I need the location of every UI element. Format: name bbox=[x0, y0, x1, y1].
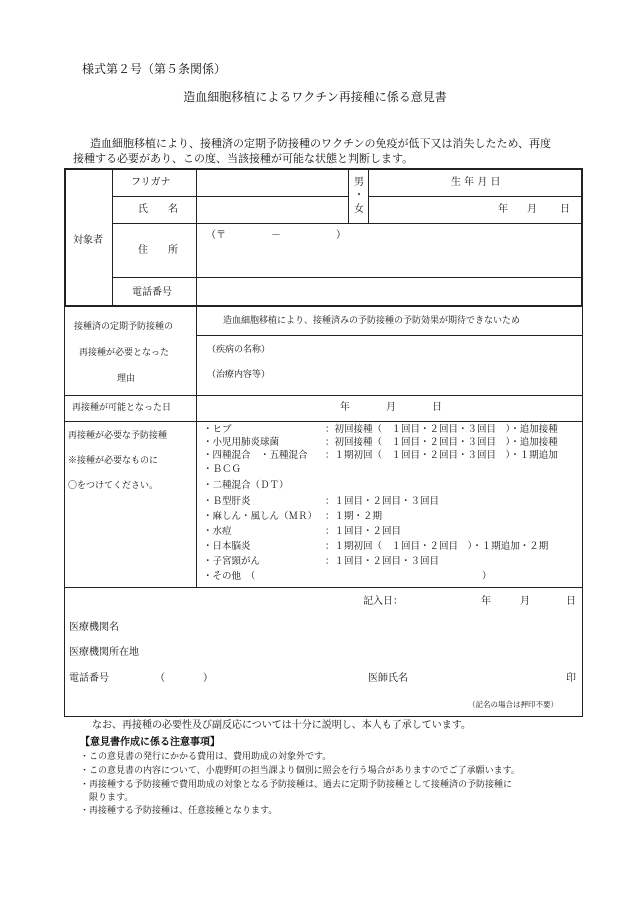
phone-label: 電話番号 bbox=[132, 287, 172, 298]
vaccine-name: ・ＢＣＧ bbox=[203, 464, 242, 475]
gender-separator: ・ bbox=[354, 190, 364, 201]
treatment-label: （治療内容等） bbox=[207, 370, 271, 380]
entry-date-label: 記入日： bbox=[363, 596, 403, 607]
furigana-field[interactable] bbox=[198, 172, 346, 194]
postal-open: （〒 bbox=[206, 230, 226, 241]
birthdate-label: 生 年 月 日 bbox=[451, 177, 501, 188]
gender-female-option[interactable]: 女 bbox=[354, 204, 364, 215]
vaccine-detail: ：初回接種（ １回目・２回目・３回目 ）・追加接種 bbox=[325, 424, 558, 435]
vaccine-detail: ：１期・２期 bbox=[325, 511, 383, 522]
possible-date-month: 月 bbox=[386, 402, 396, 413]
address-field[interactable] bbox=[198, 245, 578, 275]
doctor-phone-open: （ bbox=[155, 673, 165, 684]
vaccine-detail: ：１回目・２回目・３回目 bbox=[325, 496, 440, 507]
institution-address-field[interactable] bbox=[152, 643, 572, 663]
vaccine-name: ・二種混合（ＤＴ） bbox=[203, 480, 289, 491]
vaccine-item-japanese-encephalitis[interactable] bbox=[203, 540, 575, 553]
disease-name-label: （疾病の名称） bbox=[207, 345, 271, 355]
reason-statement: 造血細胞移植により、接種済みの予防接種の予防効果が期待できないため bbox=[223, 316, 521, 326]
reason-details-field[interactable] bbox=[198, 338, 578, 393]
vaccine-name: ・子宮頸がん bbox=[203, 556, 261, 567]
doctor-name-label: 医師氏名 bbox=[368, 673, 408, 684]
birth-day-unit: 日 bbox=[560, 204, 570, 215]
vaccine-name: ・Ｂ型肝炎 bbox=[203, 496, 251, 507]
vaccine-detail: ：初回接種（ １回目・２回目・３回目 ）・追加接種 bbox=[325, 437, 558, 448]
form-number: 様式第２号（第５条関係） bbox=[82, 62, 227, 76]
possible-date-field[interactable] bbox=[198, 398, 578, 419]
note-item: 限ります。 bbox=[80, 793, 134, 803]
vaccine-item-hepatitis-b[interactable] bbox=[203, 495, 575, 508]
vaccine-item-varicella[interactable] bbox=[203, 525, 575, 538]
possible-date-day: 日 bbox=[432, 402, 442, 413]
vaccine-item-bcg[interactable] bbox=[203, 463, 575, 476]
vaccine-item-hib[interactable] bbox=[203, 423, 575, 436]
doctor-phone-label: 電話番号 bbox=[69, 673, 109, 684]
vaccine-name: ・四種混合 ・五種混合 bbox=[203, 450, 308, 461]
vaccine-label-line-2: ※接種が必要なものに bbox=[68, 456, 159, 466]
reason-label-line-1: 接種済の定期予防接種の bbox=[74, 322, 174, 332]
intro-line-1: 造血細胞移植により、接種済の定期予防接種のワクチンの免疫が低下又は消失したため、再度 bbox=[90, 137, 552, 150]
vaccine-detail: ：１回目・２回目 bbox=[325, 526, 402, 537]
note-item: ・再接種する予防接種は、任意接種となります。 bbox=[80, 806, 278, 816]
doctor-name-field[interactable] bbox=[420, 669, 560, 687]
birthdate-field[interactable] bbox=[372, 198, 572, 221]
vaccine-label-line-3: 〇をつけてください。 bbox=[68, 481, 159, 491]
entry-date-year: 年 bbox=[481, 596, 491, 607]
entry-date-day: 日 bbox=[566, 596, 576, 607]
vaccine-detail: ） bbox=[273, 571, 492, 582]
doctor-phone-field[interactable] bbox=[165, 669, 201, 687]
possible-date-label: 再接種が可能となった日 bbox=[72, 403, 172, 413]
vaccine-detail: ：１回目・２回目・３回目 bbox=[325, 556, 440, 567]
seal-mark: 印 bbox=[566, 673, 576, 684]
vaccine-detail: ：１期初回（ １回目・２回目 ）・１期追加・２期 bbox=[325, 541, 549, 552]
closing-statement: なお、再接種の必要性及び副反応については十分に説明し、本人も了承しています。 bbox=[92, 720, 471, 731]
notes-heading: 【意見書作成に係る注意事項】 bbox=[80, 737, 220, 748]
birth-year-unit: 年 bbox=[498, 204, 508, 215]
address-label: 住 所 bbox=[138, 245, 178, 256]
postal-dash: － bbox=[271, 230, 281, 241]
vaccine-name: ・小児用肺炎球菌 bbox=[203, 437, 280, 448]
possible-date-year: 年 bbox=[340, 402, 350, 413]
phone-field[interactable] bbox=[198, 280, 578, 303]
vaccine-name: ・日本脳炎 bbox=[203, 541, 251, 552]
vaccine-label-line-1: 再接種が必要な予防接種 bbox=[68, 431, 168, 441]
note-item: ・この意見書の内容について、小鹿野町の担当課より個別に照会を行う場合がありますのでご了承願います。 bbox=[80, 766, 520, 776]
vaccine-item-other[interactable] bbox=[203, 570, 575, 583]
vaccine-name: ・麻しん・風しん（ＭＲ） bbox=[203, 511, 318, 522]
institution-address-label: 医療機関所在地 bbox=[69, 647, 139, 658]
entry-date-month: 月 bbox=[520, 596, 530, 607]
postal-close: ） bbox=[336, 230, 346, 241]
institution-name-label: 医療機関名 bbox=[69, 622, 119, 633]
vaccine-item-dt[interactable] bbox=[203, 479, 575, 492]
reason-label-line-3: 理由 bbox=[117, 374, 136, 384]
name-field[interactable] bbox=[198, 198, 346, 221]
vaccine-item-hpv[interactable] bbox=[203, 555, 575, 568]
furigana-label: フリガナ bbox=[131, 177, 171, 188]
note-item: ・再接種する予防接種で費用助成の対象となる予防接種は、過去に定期予防接種として接種済の予防接種に bbox=[80, 780, 513, 790]
vaccine-item-pneumococcal[interactable] bbox=[203, 436, 575, 449]
vaccine-name: ・水痘 bbox=[203, 526, 232, 537]
name-label: 氏 名 bbox=[138, 204, 178, 215]
intro-line-2: 接種する必要があり、この度、当該接種が可能な状態と判断します。 bbox=[73, 152, 414, 165]
doctor-phone-close: ） bbox=[203, 673, 213, 684]
note-item: ・この意見書の発行にかかる費用は、費用助成の対象外です。 bbox=[80, 752, 332, 762]
vaccine-name: ・ヒブ bbox=[203, 424, 232, 435]
birth-month-unit: 月 bbox=[527, 204, 537, 215]
vaccine-item-mr[interactable] bbox=[203, 510, 575, 523]
subject-section-label: 対象者 bbox=[73, 235, 103, 246]
gender-male-option[interactable]: 男 bbox=[354, 177, 364, 188]
vaccine-detail: ：１期初回（ １回目・２回目・３回目 ）・１期追加 bbox=[325, 450, 558, 461]
institution-name-field[interactable] bbox=[132, 618, 572, 638]
vaccine-name: ・その他 （ bbox=[203, 571, 256, 582]
seal-note: （記名の場合は押印不要） bbox=[468, 700, 558, 709]
document-title: 造血細胞移植によるワクチン再接種に係る意見書 bbox=[183, 90, 447, 104]
reason-label-line-2: 再接種が必要となった bbox=[79, 348, 170, 358]
vaccine-item-dpt-ipv[interactable] bbox=[203, 449, 575, 462]
